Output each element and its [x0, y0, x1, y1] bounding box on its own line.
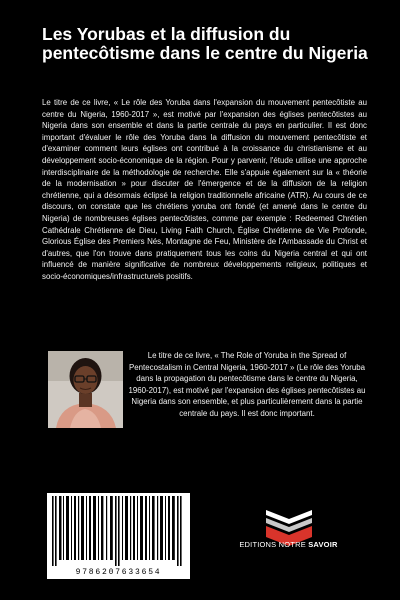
- author-photo: [48, 351, 123, 428]
- publisher-prefix: EDITIONS NOTRE: [239, 540, 306, 549]
- publisher-suffix: SAVOIR: [308, 540, 338, 549]
- book-description: Le titre de ce livre, « Le rôle des Yoruba dans l'expansion du mouvement pentecôtiste au centre du Nigeria, 1960-2017 », est motivé par l'expansion des églises pentecôtistes au Nigeria dans son ensemble et dans la partie centrale du pays en particulier. Il est donc important d'évaluer le rôle des Yoruba dans la diffusion du mouvement pentecôtiste et d'examiner comment leurs églises ont contribué à la croissance du christianisme et au développement socio-économique de la région. Pour y parvenir, l'étude utilise une approche interdisciplinaire de la méthodologie de recherche. Elle s'appuie également sur la « théorie de la modernisation » pour discuter de l'émergence et de la diffusion de la religion chrétienne, qui a désormais éclipsé la religion traditionnelle africaine (ATR). Au cours de ce discours, on constate que les chrétiens yoruba ont fondé (et amené dans le centre du Nigeria) de nombreuses églises pentecôtistes, comme par exemple : Redeemed Chrétien Cathédrale Chrétienne de Dieu, Living Faith Church, Église Chrétienne de Vie Profonde, Glorious Église des Premiers Nés, Montagne de Feu, Ministère de l'Ambassade du Christ et d'autres, que l'on trouve dans pratiquement tous les coins du Nigeria central et qui ont influencé de manière significative de nombreux développements religieux, politiques et socio-économiques/infrastructurels positifs.: [42, 98, 367, 281]
- barcode-icon: [52, 496, 185, 566]
- isbn-number: 9786207633654: [75, 568, 162, 577]
- isbn-barcode: [47, 493, 190, 579]
- book-title: Les Yorubas et la diffusion du pentecôtisme dans le centre du Nigeria: [42, 24, 368, 63]
- author-bio: Le titre de ce livre, « The Role of Yoruba in the Spread of Pentecostalism in Central Nigeria, 1960-2017 » (Le rôle des Yoruba dans la propagation du pentecôtisme dans le centre du Nigeria, 1960-2017), est motivé par l'expansion des églises pentecôtistes au Nigeria dans son ensemble, et plus particulièrement dans la partie centrale du pays. Il est donc important.: [128, 351, 366, 418]
- publisher-name: [225, 540, 352, 549]
